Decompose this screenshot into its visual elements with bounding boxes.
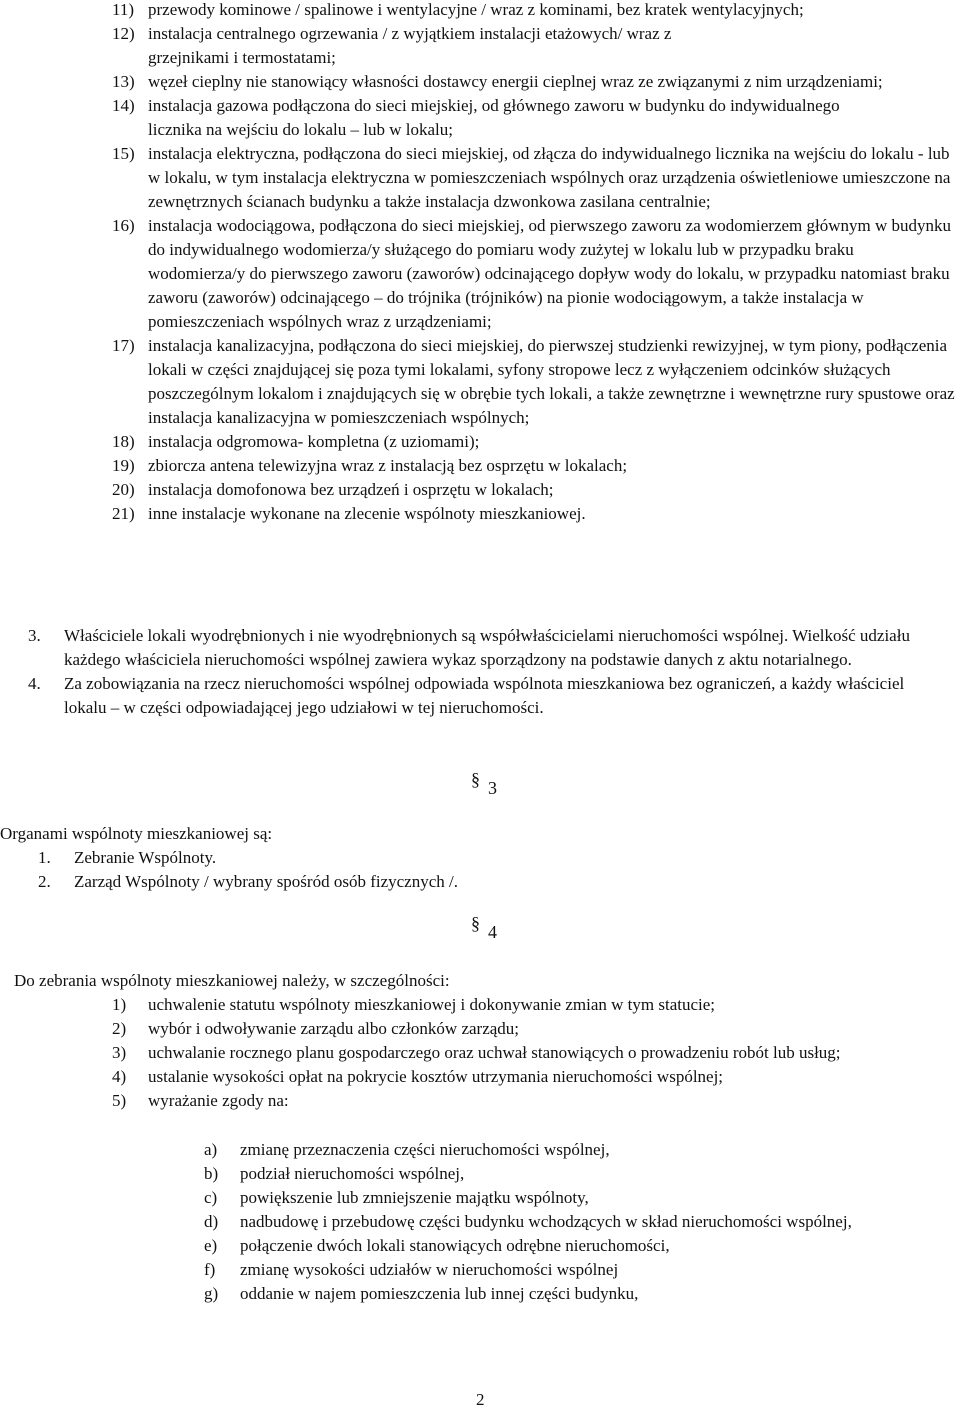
list-item [0, 502, 812, 526]
item-text: wybór i odwoływanie zarządu albo członków zarządu; [148, 1019, 520, 1038]
list-item [0, 1258, 720, 1282]
item-text: uchwalanie rocznego planu gospodarczego oraz uchwał stanowiących o prowadzeniu robót lub usług; [148, 1043, 841, 1062]
item-number: 18) [112, 432, 135, 451]
list-item [0, 22, 720, 70]
item-number: 5) [112, 1091, 127, 1110]
item-number: f) [204, 1260, 216, 1279]
item-text: wyrażanie zgody na: [148, 1091, 289, 1110]
paragraph: Do zebrania wspólnoty mieszkaniowej należy, w szczególności: [14, 971, 450, 990]
list-item [0, 1041, 910, 1065]
item-number: c) [204, 1188, 218, 1207]
item-text: uchwalenie statutu wspólnoty mieszkaniowej i dokonywanie zmian w tym statucie; [148, 995, 716, 1014]
list-item [0, 1065, 900, 1089]
list-item [0, 672, 950, 720]
item-text: instalacja gazowa podłączona do sieci miejskiej, od głównego zaworu w budynku do indywidualnego licznika na wejściu do lokalu – lub w lokalu; [148, 96, 840, 139]
item-number: 4) [112, 1067, 127, 1086]
list-item [0, 70, 925, 94]
item-text: węzeł cieplny nie stanowiący własności dostawcy energii cieplnej wraz ze związanymi z nim urządzeniami; [148, 72, 883, 91]
item-text: inne instalacje wykonane na zlecenie wspólnoty mieszkaniowej. [148, 504, 586, 523]
item-number: 20) [112, 480, 135, 499]
list-item [0, 870, 886, 894]
list-item [0, 430, 812, 454]
points-list [0, 624, 960, 720]
paragraph: Organami wspólnoty mieszkaniowej są: [0, 824, 273, 843]
installations-list [0, 0, 960, 526]
item-number: 11) [112, 0, 135, 19]
item-text: instalacja kanalizacyjna, podłączona do sieci miejskiej, do pierwszej studzienki rewizyjnej, w tym piony, podłączenia lokali w części znajdującej się poza tymi lokalami, syfony stropowe lecz z wyłączeniem odcinków służących poszczególnym lokalom i znajdujących się w obrębie tych lokali, a także zewnętrzne i wewnętrzne rury spustowe oraz instalacja kanalizacyjna w pomieszczeniach wspólnych; [148, 336, 955, 427]
item-number: 2. [38, 872, 51, 891]
list-item [0, 624, 960, 672]
item-number: b) [204, 1164, 219, 1183]
item-text: Zebranie Wspólnoty. [74, 848, 217, 867]
list-item [0, 1234, 720, 1258]
item-number: 1. [38, 848, 51, 867]
item-text: Właściciele lokali wyodrębnionych i nie wyodrębnionych są współwłaścicielami nieruchomości wspólnej. Wielkość udziału każdego właściciela nieruchomości wspólnej zawiera wykaz sporządzony na podstawie danych z aktu notarialnego. [64, 626, 910, 669]
list-item [0, 454, 812, 478]
page-number: 2 [476, 1390, 485, 1409]
consent-list [0, 1138, 960, 1306]
item-number: 15) [112, 144, 135, 163]
item-text: Zarząd Wspólnoty / wybrany spośród osób fizycznych /. [74, 872, 458, 891]
list-item [0, 846, 886, 870]
list-item [0, 1186, 720, 1210]
list-item [0, 1210, 900, 1234]
item-number: d) [204, 1212, 219, 1231]
item-text: instalacja odgromowa- kompletna (z uziomami); [148, 432, 480, 451]
organs-list [0, 846, 960, 894]
list-item [0, 1089, 812, 1113]
item-number: 17) [112, 336, 135, 355]
item-text: instalacja domofonowa bez urządzeń i osprzętu w lokalach; [148, 480, 554, 499]
item-number: e) [204, 1236, 218, 1255]
item-number: 19) [112, 456, 135, 475]
item-number: 12) [112, 24, 135, 43]
item-text: nadbudowę i przebudowę części budynku wchodzących w skład nieruchomości wspólnej, [240, 1212, 852, 1231]
item-number: 1) [112, 995, 127, 1014]
list-item [0, 993, 812, 1017]
item-text: ustalanie wysokości opłat na pokrycie kosztów utrzymania nieruchomości wspólnej; [148, 1067, 724, 1086]
item-number: 14) [112, 96, 135, 115]
list-item [0, 1282, 720, 1306]
item-text: powiększenie lub zmniejszenie majątku wspólnoty, [240, 1188, 589, 1207]
item-text: instalacja wodociągowa, podłączona do sieci miejskiej, od pierwszego zaworu za wodomierzem głównym w budynku do indywidualnego wodomierza/y służącego do pomiaru wody zużytej w lokalu lub w przypadku braku wodomierza/y do pierwszego zaworu (zaworów) odcinającego dopływ wody do lokalu, w przypadku natomiast braku zaworu (zaworów) odcinającego – do trójnika (trójników) na pionie wodociągowym, a także instalacja w pomieszczeniach wspólnych wraz z urządzeniami; [148, 216, 952, 331]
list-item [0, 334, 960, 430]
item-number: 4. [28, 674, 41, 693]
section-heading [471, 913, 497, 944]
list-item [0, 1162, 720, 1186]
item-number: 3) [112, 1043, 127, 1062]
list-item [0, 94, 870, 142]
item-number: 21) [112, 504, 135, 523]
item-number: 16) [112, 216, 135, 235]
list-item [0, 1017, 812, 1041]
list-item [0, 478, 812, 502]
item-text: podział nieruchomości wspólnej, [240, 1164, 465, 1183]
item-number: a) [204, 1140, 218, 1159]
item-number: 3. [28, 626, 41, 645]
item-number: g) [204, 1284, 219, 1303]
item-text: zbiorcza antena telewizyjna wraz z instalacją bez osprzętu w lokalach; [148, 456, 628, 475]
item-number: 2) [112, 1019, 127, 1038]
list-item [0, 1138, 720, 1162]
section-symbol: § [471, 769, 480, 789]
item-text: instalacja centralnego ogrzewania / z wyjątkiem instalacji etażowych/ wraz z grzejnikami i termostatami; [148, 24, 672, 67]
item-text: zmianę przeznaczenia części nieruchomości wspólnej, [240, 1140, 610, 1159]
item-text: zmianę wysokości udziałów w nieruchomości wspólnej [240, 1260, 619, 1279]
list-item [0, 0, 812, 22]
section-number: 4 [488, 922, 497, 942]
item-text: instalacja elektryczna, podłączona do sieci miejskiej, od złącza do indywidualnego licznika na wejściu do lokalu - lub w lokalu, w tym instalacja elektryczna w pomieszczeniach wspólnych oraz urządzenia oświetleniowe umieszczone na zewnętrznych ścianach budynku a także instalacja dzwonkowa zasilana centralnie; [148, 144, 951, 211]
item-text: Za zobowiązania na rzecz nieruchomości wspólnej odpowiada wspólnota mieszkaniowa bez ograniczeń, a każdy właściciel lokalu – w części odpowiadającej jego udziałowi w tej nieruchomości. [64, 674, 905, 717]
list-item [0, 142, 960, 214]
list-item [0, 214, 952, 334]
item-text: połączenie dwóch lokali stanowiących odrębne nieruchomości, [240, 1236, 670, 1255]
section-heading [471, 769, 497, 800]
section-symbol: § [471, 913, 480, 933]
section-number: 3 [488, 778, 497, 798]
assembly-duties-list [0, 993, 960, 1113]
item-text: oddanie w najem pomieszczenia lub innej części budynku, [240, 1284, 639, 1303]
item-number: 13) [112, 72, 135, 91]
item-text: przewody kominowe / spalinowe i wentylacyjne / wraz z kominami, bez kratek wentylacyjnych; [148, 0, 804, 19]
